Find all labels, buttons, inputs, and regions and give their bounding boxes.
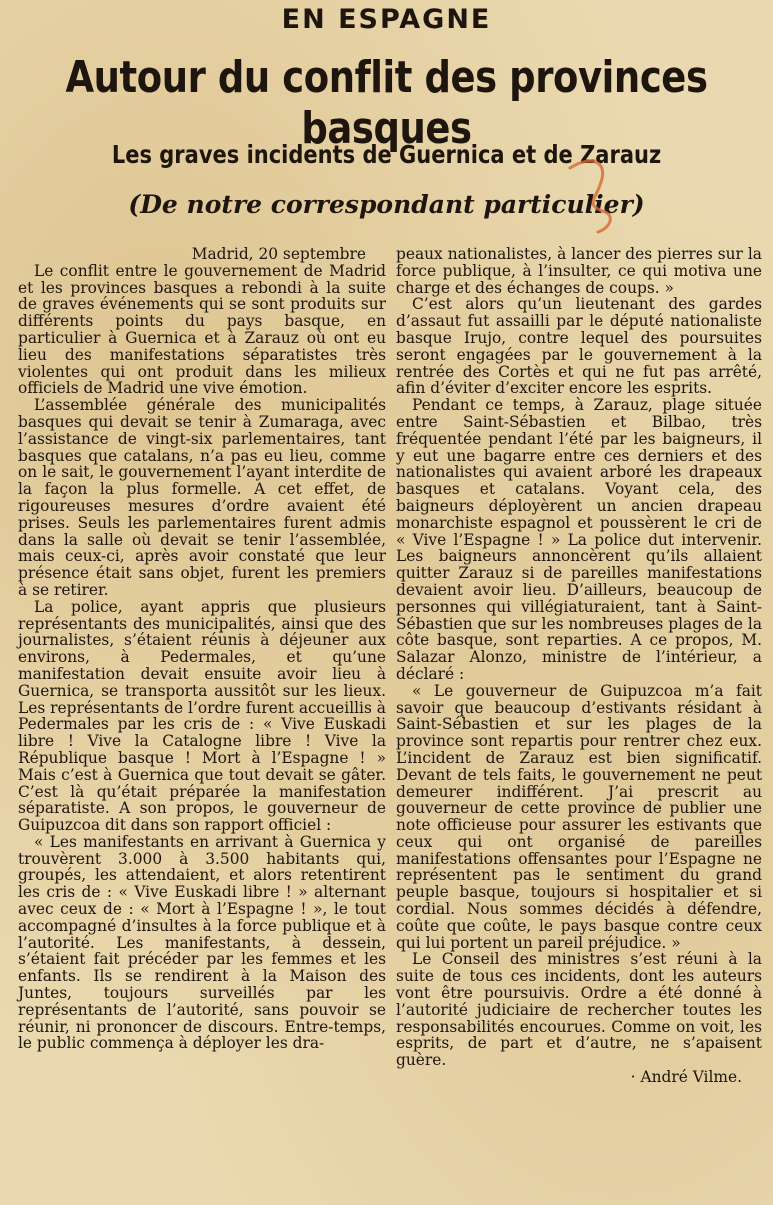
signature-text: André Vilme. (640, 1068, 742, 1087)
signature-dash: · (630, 1068, 636, 1087)
paragraph: La police, ayant appris que plusieurs représentants des municipalités, ainsi que des journalistes, s’étaient réunis à déjeuner aux environs, à Pedermales, et qu’une manifestation devait ensuite avoir lieu à Guernica, se transporta aussitôt sur les lieux. Les représentants de l’ordre furent accueillis à Pedermales par les cris de : « Vive Euskadi libre ! Vive la Catalogne libre ! Vive la République basque ! Mort à l’Espagne ! » Mais c’est à Guernica que tout devait se gâter. C’est là qu’était préparée la manifestation séparatiste. A son propos, le gouverneur de Guipuzcoa dit dans son rapport officiel : (18, 597, 386, 835)
paragraph: peaux nationalistes, à lancer des pierres sur la force publique, à l’insulter, ce qui motiva une charge et des échanges de coups. » (396, 245, 762, 297)
paragraph: L’assemblée générale des municipalités basques qui devait se tenir à Zumaraga, avec l’assistance de vingt-six parlementaires, tant basques que catalans, n’a pas eu lieu, comme on le sait, le gouvernement l’ayant interdite de la façon la plus formelle. A cet effet, de rigoureuses mesures d’ordre avaient été prises. Seuls les parlementaires furent admis dans la salle où devait se tenir l’assemblée, mais ceux-ci, après avoir constaté que leur présence était sans objet, furent les premiers à se retirer. (18, 396, 386, 599)
headline: Autour du conflit des provinces basques (65, 52, 708, 154)
article-column-left (18, 246, 386, 1052)
paragraph: Pendant ce temps, à Zarauz, plage située entre Saint-Sébastien et Bilbao, très fréquentée pendant l’été par les baigneurs, il y eut une bagarre entre ces derniers et des nationalistes qui avaient arboré les drapeaux basques et catalans. Voyant cela, des baigneurs déployèrent un ancien drapeau monarchiste espagnol et poussèrent le cri de « Vive l’Espagne ! » La police dut intervenir. Les baigneurs annoncèrent qu’ils allaient quitter Zarauz si de pareilles manifestations devaient avoir lieu. D’ailleurs, beaucoup de personnes qui villégiaturaient, tant à Saint-Sébastien que sur les nombreuses plages de la côte basque, sont reparties. A ce propos, M. Salazar Alonzo, ministre de l’intérieur, a déclaré : (396, 396, 762, 683)
dateline: Madrid, 20 septembre (191, 245, 366, 263)
section-rubric: EN ESPAGNE (281, 4, 492, 35)
paragraph: C’est alors qu’un lieutenant des gardes d’assaut fut assailli par le député nationaliste basque Irujo, contre lequel des poursuites seront engagées par le gouvernement à la rentrée des Cortès et qui ne fut pas arrêté, afin d’éviter d’exciter encore les esprits. (396, 295, 762, 398)
author-signature (396, 1069, 762, 1086)
paragraph: Le conflit entre le gouvernement de Madrid et les provinces basques a rebondi à la suite de graves événements qui se sont produits sur différents points du pays basque, en particulier à Guernica et à Zarauz où ont eu lieu des manifestations séparatistes très violentes qui ont produit dans les milieux officiels de Madrid une vive émotion. (18, 261, 386, 398)
paragraph: « Le gouverneur de Guipuzcoa m’a fait savoir que beaucoup d’estivants résidant à Saint-Sébastien et sur les plages de la province sont repartis pour rentrer chez eux. L’incident de Zarauz est bien significatif. Devant de tels faits, le gouvernement ne peut demeurer indifférent. J’ai prescrit au gouverneur de cette province de publier une note officieuse pour assurer les estivants que ceux qui ont organisé de pareilles manifestations offensantes pour l’Espagne ne représentent pas le sentiment du grand peuple basque, toujours si hospitalier et si cordial. Nous sommes décidés à défendre, coûte que coûte, le pays basque contre ceux qui lui portent un pareil préjudice. » (396, 681, 762, 952)
pencil-mark-icon (560, 150, 620, 240)
paragraph: Le Conseil des ministres s’est réuni à la suite de tous ces incidents, dont les auteurs vont être poursuivis. Ordre a été donné à l’autorité judiciaire de rechercher toutes les responsabilités encourues. Comme on voit, les esprits, de part et d’autre, ne s’apaisent guère. (396, 950, 762, 1070)
subheadline: Les graves incidents de Guernica et de Zarauz (111, 140, 662, 169)
article-column-right (396, 246, 762, 1086)
paragraph: « Les manifestants en arrivant à Guernica y trouvèrent 3.000 à 3.500 habitants qui, groupés, les attendaient, et alors retentirent les cris de : « Vive Euskadi libre ! » alternant avec ceux de : « Mort à l’Espagne ! », le tout accompagné d’insultes à la force publique et à l’autorité. Les manifestants, à dessein, s’étaient fait précéder par les femmes et les enfants. Ils se rendirent à la Maison des Juntes, toujours surveillés par les représentants de l’autorité, sans pouvoir se réunir, ni prononcer de discours. Entre-temps, le public commença à déployer les dra- (18, 832, 386, 1053)
byline: (De notre correspondant particulier) (128, 190, 645, 219)
